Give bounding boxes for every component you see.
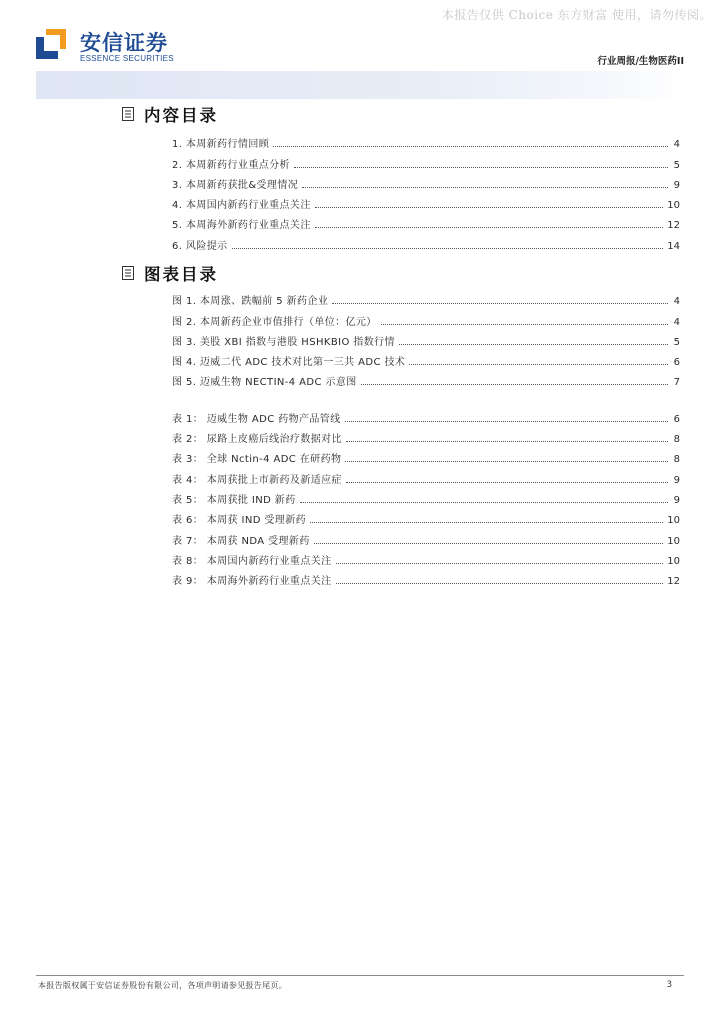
figures-section [120,262,690,587]
table-entry-label: 表 4： 本周获批上市新药及新适应症 [172,474,342,486]
toc-entry[interactable] [120,231,680,251]
leader-dots [346,481,668,483]
toc-entry-label: 4. 本周国内新药行业重点关注 [172,200,311,212]
table-entry[interactable] [120,445,680,465]
table-entry[interactable] [120,526,680,546]
toc-entry-page: 9 [673,179,680,191]
leader-dots [361,383,668,385]
table-entry-label: 表 1： 迈威生物 ADC 药物产品管线 [172,413,341,425]
table-entry-page: 9 [673,494,680,506]
figure-entry[interactable] [120,348,680,368]
table-entry-page: 8 [673,434,680,446]
toc-entry-page: 5 [673,159,680,171]
toc-entry-label: 3. 本周新药获批&受理情况 [172,179,299,191]
footer-divider [36,975,684,976]
figure-entry[interactable] [120,328,680,348]
figure-entry-label: 图 3. 美股 XBI 指数与港股 HSHKBIO 指数行情 [172,336,395,348]
list-spacer [120,388,690,404]
leader-dots [302,186,668,188]
toc-entry-label: 2. 本周新药行业重点分析 [172,159,290,171]
figure-entry-label: 图 5. 迈威生物 NECTIN-4 ADC 示意图 [172,377,357,389]
table-entry-page: 12 [667,576,680,588]
toc-entry-page: 10 [667,200,680,212]
figures-title: 图表目录 [144,265,218,284]
table-list [120,404,690,587]
table-entry[interactable] [120,425,680,445]
table-entry[interactable] [120,465,680,485]
table-entry-label: 表 5： 本周获批 IND 新药 [172,494,296,506]
table-entry-label: 表 3： 全球 Nctin-4 ADC 在研药物 [172,454,342,466]
table-entry-page: 8 [673,454,680,466]
toc-entry-label: 5. 本周海外新药行业重点关注 [172,220,311,232]
leader-dots [346,440,668,442]
document-icon [122,266,134,280]
toc-entry-page: 12 [667,220,680,232]
leader-dots [332,302,668,304]
table-entry[interactable] [120,567,680,587]
leader-dots [336,582,664,584]
figure-entry-page: 7 [673,377,680,389]
leader-dots [294,166,668,168]
table-entry-page: 10 [667,555,680,567]
header-band [36,71,688,99]
watermark-text: 本报告仅供 Choice 东方财富 使用，请勿传阅。 [441,8,712,22]
figure-entry-label: 图 2. 本周新药企业市值排行（单位：亿元） [172,316,377,328]
table-entry[interactable] [120,506,680,526]
figure-entry-page: 5 [673,336,680,348]
figure-list [120,287,690,388]
figure-entry[interactable] [120,287,680,307]
toc-entry-label: 1. 本周新药行情回顾 [172,139,270,151]
brand-name-cn: 安信证券 [80,31,168,55]
leader-dots [345,460,668,462]
table-entry-label: 表 9： 本周海外新药行业重点关注 [172,576,332,588]
leader-dots [273,145,668,147]
figure-entry-page: 4 [673,296,680,308]
contents-heading [120,103,690,125]
table-entry-label: 表 2： 尿路上皮癌后线治疗数据对比 [172,434,342,446]
brand-logo [34,25,184,65]
figure-entry[interactable] [120,307,680,327]
leader-dots [345,420,668,422]
contents-section [120,103,690,252]
toc-entry-page: 14 [667,240,680,252]
leader-dots [399,343,668,345]
table-entry-label: 表 6： 本周获 IND 受理新药 [172,515,307,527]
leader-dots [315,226,664,228]
toc-entry-page: 4 [673,139,680,151]
contents-list [120,130,690,252]
leader-dots [315,206,664,208]
toc-entry[interactable] [120,171,680,191]
leader-dots [300,501,668,503]
table-entry[interactable] [120,486,680,506]
leader-dots [314,542,664,544]
toc-entry[interactable] [120,211,680,231]
table-entry[interactable] [120,404,680,424]
toc-entry-label: 6. 风险提示 [172,240,228,252]
document-icon [122,107,134,121]
figure-entry-label: 图 4. 迈威二代 ADC 技术对比第一三共 ADC 技术 [172,357,406,369]
table-entry-page: 10 [667,535,680,547]
table-entry-page: 6 [673,413,680,425]
figure-entry[interactable] [120,368,680,388]
toc-entry[interactable] [120,130,680,150]
toc-entry[interactable] [120,191,680,211]
table-entry-page: 10 [667,515,680,527]
figure-entry-page: 4 [673,316,680,328]
contents-title: 内容目录 [144,106,218,125]
table-entry-page: 9 [673,474,680,486]
table-entry-label: 表 8： 本周国内新药行业重点关注 [172,555,332,567]
leader-dots [336,562,664,564]
figure-entry-page: 6 [673,357,680,369]
page-number: 3 [666,980,672,990]
brand-logo-mark-icon [34,27,68,61]
leader-dots [381,323,668,325]
report-category-tag: 行业周报/生物医药II [597,56,684,67]
leader-dots [310,521,663,523]
toc-entry[interactable] [120,150,680,170]
leader-dots [232,247,664,249]
brand-name-en: ESSENCE SECURITIES [80,54,174,63]
figures-heading [120,262,690,284]
table-entry-label: 表 7： 本周获 NDA 受理新药 [172,535,310,547]
leader-dots [409,363,668,365]
figure-entry-label: 图 1. 本周涨、跌幅前 5 新药企业 [172,296,329,308]
footer-disclaimer: 本报告版权属于安信证券股份有限公司，各项声明请参见报告尾页。 [38,981,287,990]
table-entry[interactable] [120,547,680,567]
